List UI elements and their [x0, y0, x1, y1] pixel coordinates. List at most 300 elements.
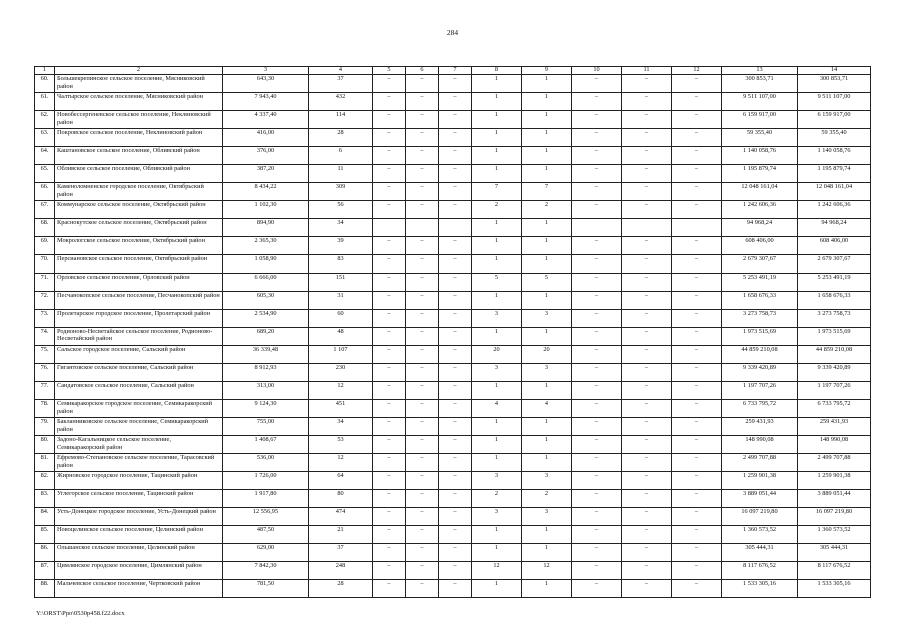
- table-row: [35, 237, 871, 255]
- table-row: [35, 111, 871, 129]
- table-cell: 300 853,71: [722, 75, 798, 93]
- table-cell: –: [672, 508, 722, 526]
- table-cell: 2: [472, 490, 522, 508]
- table-cell: 16 097 219,80: [798, 508, 871, 526]
- table-cell: 31: [309, 291, 373, 309]
- table-cell: 1: [522, 417, 572, 435]
- table-row: [35, 291, 871, 309]
- table-cell: 1 197 707,26: [798, 381, 871, 399]
- table-cell: 2: [522, 201, 572, 219]
- table-cell: 1: [472, 327, 522, 345]
- table-cell: –: [373, 453, 406, 471]
- table-cell: 1: [522, 219, 572, 237]
- table-cell: 12 556,95: [223, 508, 309, 526]
- table-cell: –: [439, 111, 472, 129]
- column-header-6: 6: [406, 67, 439, 75]
- table-cell: 148 990,08: [722, 435, 798, 453]
- table-cell: 1 360 573,52: [798, 526, 871, 544]
- column-header-12: 12: [672, 67, 722, 75]
- table-cell: Сандатовское сельское поселение, Сальский район: [55, 381, 223, 399]
- table-cell: 1: [522, 93, 572, 111]
- table-cell: 1 259 901,38: [798, 472, 871, 490]
- table-cell: Сальское городское поселение, Сальский район: [55, 345, 223, 363]
- table-cell: –: [373, 435, 406, 453]
- table-cell: 12: [522, 562, 572, 580]
- table-cell: –: [572, 201, 622, 219]
- table-cell: Жирновское городское поселение, Тацинский район: [55, 472, 223, 490]
- table-cell: 1: [472, 147, 522, 165]
- table-cell: 376,00: [223, 147, 309, 165]
- table-cell: 259 431,93: [722, 417, 798, 435]
- table-cell: –: [373, 490, 406, 508]
- table-cell: 781,50: [223, 580, 309, 598]
- table-cell: 432: [309, 93, 373, 111]
- table-cell: –: [439, 381, 472, 399]
- table-cell: –: [622, 273, 672, 291]
- table-cell: 1: [522, 526, 572, 544]
- table-cell: 16 097 219,80: [722, 508, 798, 526]
- table-cell: –: [622, 345, 672, 363]
- column-header-7: 7: [439, 67, 472, 75]
- table-cell: –: [439, 526, 472, 544]
- table-cell: 1 533 305,16: [798, 580, 871, 598]
- table-cell: 300 853,71: [798, 75, 871, 93]
- table-cell: –: [622, 183, 672, 201]
- table-header-row: [35, 67, 871, 75]
- table-cell: –: [622, 111, 672, 129]
- table-cell: 71.: [35, 273, 55, 291]
- table-cell: –: [622, 255, 672, 273]
- table-cell: –: [406, 183, 439, 201]
- table-cell: Семикаракорское городское поселение, Семикаракорский район: [55, 399, 223, 417]
- table-cell: 230: [309, 363, 373, 381]
- table-cell: Бакланниковское сельское поселение, Семикаракорский район: [55, 417, 223, 435]
- table-cell: –: [622, 453, 672, 471]
- table-row: [35, 165, 871, 183]
- table-cell: 1: [472, 417, 522, 435]
- table-cell: 5: [522, 273, 572, 291]
- table-cell: 68.: [35, 219, 55, 237]
- table-cell: 1 140 058,76: [722, 147, 798, 165]
- table-cell: 9 339 420,89: [798, 363, 871, 381]
- table-cell: –: [572, 490, 622, 508]
- table-cell: 44 859 210,08: [722, 345, 798, 363]
- table-cell: –: [572, 508, 622, 526]
- table-cell: 34: [309, 417, 373, 435]
- table-cell: –: [439, 129, 472, 147]
- table-cell: 1: [472, 544, 522, 562]
- table-cell: –: [373, 183, 406, 201]
- table-cell: –: [572, 309, 622, 327]
- table-cell: 86.: [35, 544, 55, 562]
- table-cell: Персиановское сельское поселение, Октябрьский район: [55, 255, 223, 273]
- table-cell: 3: [522, 508, 572, 526]
- table-cell: Ефремово-Степановское сельское поселение, Тарасовский район: [55, 453, 223, 471]
- table-cell: 3 889 051,44: [722, 490, 798, 508]
- table-cell: –: [406, 273, 439, 291]
- table-cell: –: [406, 165, 439, 183]
- table-cell: 74.: [35, 327, 55, 345]
- table-cell: –: [373, 255, 406, 273]
- table-row: [35, 255, 871, 273]
- table-cell: 8 117 676,52: [798, 562, 871, 580]
- column-header-4: 4: [309, 67, 373, 75]
- table-row: [35, 363, 871, 381]
- table-cell: Гигантовское сельское поселение, Сальский район: [55, 363, 223, 381]
- table-cell: –: [373, 201, 406, 219]
- table-cell: –: [622, 237, 672, 255]
- table-cell: 80.: [35, 435, 55, 453]
- table-cell: –: [622, 417, 672, 435]
- table-cell: 1: [522, 580, 572, 598]
- table-row: [35, 399, 871, 417]
- table-cell: 4: [472, 399, 522, 417]
- table-cell: Усть-Донецкое городское поселение, Усть-Донецкий район: [55, 508, 223, 526]
- table-cell: –: [672, 273, 722, 291]
- table-cell: 2 534,90: [223, 309, 309, 327]
- table-cell: –: [373, 111, 406, 129]
- table-cell: –: [406, 417, 439, 435]
- table-cell: –: [373, 381, 406, 399]
- table-cell: –: [373, 399, 406, 417]
- table-cell: 2 365,30: [223, 237, 309, 255]
- table-cell: 56: [309, 201, 373, 219]
- table-cell: 387,20: [223, 165, 309, 183]
- table-cell: 59 355,40: [798, 129, 871, 147]
- table-cell: –: [439, 544, 472, 562]
- table-cell: Новобессергеневское сельское поселение, Неклиновский район: [55, 111, 223, 129]
- table-cell: 1: [522, 435, 572, 453]
- table-cell: 1: [522, 381, 572, 399]
- table-cell: –: [406, 399, 439, 417]
- table-cell: 5: [472, 273, 522, 291]
- table-cell: –: [672, 255, 722, 273]
- table-cell: 3: [522, 472, 572, 490]
- table-cell: [373, 219, 406, 237]
- table-cell: –: [406, 309, 439, 327]
- table-cell: –: [672, 309, 722, 327]
- table-cell: 259 431,93: [798, 417, 871, 435]
- table-cell: –: [672, 93, 722, 111]
- table-cell: –: [622, 381, 672, 399]
- table-cell: –: [373, 472, 406, 490]
- table-cell: –: [406, 453, 439, 471]
- table-cell: –: [672, 237, 722, 255]
- table-row: [35, 183, 871, 201]
- table-cell: –: [572, 237, 622, 255]
- table-cell: –: [373, 417, 406, 435]
- table-cell: 1: [522, 237, 572, 255]
- table-cell: –: [373, 147, 406, 165]
- table-cell: –: [622, 147, 672, 165]
- table-cell: –: [439, 183, 472, 201]
- table-cell: –: [373, 544, 406, 562]
- table-cell: 8 117 676,52: [722, 562, 798, 580]
- table-cell: 2 679 307,67: [722, 255, 798, 273]
- table-cell: [572, 219, 622, 237]
- table-cell: Покровское сельское поселение, Неклиновский район: [55, 129, 223, 147]
- table-cell: –: [672, 399, 722, 417]
- table-cell: –: [406, 255, 439, 273]
- table-cell: 53: [309, 435, 373, 453]
- table-cell: 88.: [35, 580, 55, 598]
- table-row: [35, 508, 871, 526]
- table-cell: 1: [472, 93, 522, 111]
- table-cell: 1 360 573,52: [722, 526, 798, 544]
- table-row: [35, 580, 871, 598]
- table-cell: 85.: [35, 526, 55, 544]
- column-header-13: 13: [722, 67, 798, 75]
- table-cell: –: [406, 75, 439, 93]
- table-cell: 60: [309, 309, 373, 327]
- table-cell: Углегорское сельское поселение, Тацинский район: [55, 490, 223, 508]
- table-cell: –: [622, 309, 672, 327]
- table-row: [35, 273, 871, 291]
- table-cell: 5 253 491,19: [722, 273, 798, 291]
- table-cell: –: [373, 508, 406, 526]
- table-cell: 39: [309, 237, 373, 255]
- table-row: [35, 345, 871, 363]
- table-cell: Задоно-Кагальницкое сельское поселение, Семикаракорский район: [55, 435, 223, 453]
- table-cell: 1 058,90: [223, 255, 309, 273]
- table-cell: –: [439, 165, 472, 183]
- table-cell: 1: [472, 129, 522, 147]
- column-header-10: 10: [572, 67, 622, 75]
- table-cell: 69.: [35, 237, 55, 255]
- table-row: [35, 201, 871, 219]
- table-cell: 309: [309, 183, 373, 201]
- table-cell: 64.: [35, 147, 55, 165]
- table-cell: –: [622, 580, 672, 598]
- table-cell: 36 339,48: [223, 345, 309, 363]
- table-cell: –: [572, 255, 622, 273]
- table-cell: Цимлянское городское поселение, Цимлянский район: [55, 562, 223, 580]
- table-cell: 60.: [35, 75, 55, 93]
- table-cell: –: [572, 183, 622, 201]
- table-cell: 1: [522, 544, 572, 562]
- table-cell: 3: [522, 363, 572, 381]
- table-row: [35, 490, 871, 508]
- table-cell: 7: [472, 183, 522, 201]
- table-cell: 643,30: [223, 75, 309, 93]
- table-cell: 1 102,30: [223, 201, 309, 219]
- table-cell: –: [622, 93, 672, 111]
- table-cell: [406, 219, 439, 237]
- table-cell: –: [373, 562, 406, 580]
- table-cell: –: [672, 165, 722, 183]
- table-cell: –: [439, 562, 472, 580]
- table-cell: 12: [309, 381, 373, 399]
- table-cell: 9 339 420,89: [722, 363, 798, 381]
- table-cell: Большекрепинское сельское поселение, Мясниковский район: [55, 75, 223, 93]
- table-cell: 1: [522, 129, 572, 147]
- table-cell: 1: [472, 165, 522, 183]
- column-header-5: 5: [373, 67, 406, 75]
- table-cell: –: [406, 363, 439, 381]
- table-cell: –: [572, 111, 622, 129]
- table-cell: –: [622, 165, 672, 183]
- table-cell: 114: [309, 111, 373, 129]
- table-cell: –: [622, 526, 672, 544]
- table-cell: –: [622, 472, 672, 490]
- table-cell: 3: [472, 472, 522, 490]
- table-cell: 4 337,40: [223, 111, 309, 129]
- table-cell: 3: [522, 309, 572, 327]
- table-cell: Краснокутское сельское поселение, Октябрьский район: [55, 219, 223, 237]
- table-cell: 80: [309, 490, 373, 508]
- table-cell: 1: [472, 111, 522, 129]
- table-cell: –: [572, 75, 622, 93]
- table-cell: 3 889 051,44: [798, 490, 871, 508]
- table-cell: [622, 219, 672, 237]
- table-cell: 3 273 758,73: [798, 309, 871, 327]
- table-cell: 313,00: [223, 381, 309, 399]
- table-cell: 536,00: [223, 453, 309, 471]
- table-cell: Ольшанское сельское поселение, Целинский район: [55, 544, 223, 562]
- table-cell: –: [672, 453, 722, 471]
- table-cell: 64: [309, 472, 373, 490]
- table-cell: –: [406, 472, 439, 490]
- table-cell: –: [406, 381, 439, 399]
- table-cell: 1 973 515,69: [722, 327, 798, 345]
- table-cell: –: [373, 93, 406, 111]
- table-row: [35, 453, 871, 471]
- table-cell: 1: [472, 255, 522, 273]
- table-cell: –: [572, 526, 622, 544]
- table-cell: Родионово-Несветайское сельское поселение, Родионово-Несветайский район: [55, 327, 223, 345]
- footer-file-path: Y:\ORST\Ppo\0530p458.f22.docx: [36, 610, 125, 617]
- table-cell: 6 733 795,72: [722, 399, 798, 417]
- table-cell: –: [439, 255, 472, 273]
- table-cell: –: [572, 291, 622, 309]
- table-cell: 1 533 305,16: [722, 580, 798, 598]
- table-cell: –: [373, 526, 406, 544]
- table-cell: –: [373, 165, 406, 183]
- table-row: [35, 309, 871, 327]
- table-cell: Мокрологское сельское поселение, Октябрьский район: [55, 237, 223, 255]
- table-cell: –: [406, 345, 439, 363]
- table-cell: 20: [522, 345, 572, 363]
- table-cell: –: [572, 399, 622, 417]
- table-cell: –: [439, 93, 472, 111]
- table-cell: 1 917,80: [223, 490, 309, 508]
- table-cell: 62.: [35, 111, 55, 129]
- table-cell: –: [572, 562, 622, 580]
- table-row: [35, 219, 871, 237]
- table-cell: 1: [472, 381, 522, 399]
- table-cell: –: [572, 363, 622, 381]
- table-cell: –: [439, 327, 472, 345]
- table-cell: –: [406, 490, 439, 508]
- table-cell: 1: [522, 255, 572, 273]
- table-row: [35, 129, 871, 147]
- table-cell: –: [572, 129, 622, 147]
- table-cell: –: [373, 291, 406, 309]
- table-cell: –: [672, 381, 722, 399]
- table-cell: 9 124,30: [223, 399, 309, 417]
- table-cell: 34: [309, 219, 373, 237]
- table-cell: –: [439, 435, 472, 453]
- table-cell: 83: [309, 255, 373, 273]
- table-cell: 1: [472, 580, 522, 598]
- table-cell: 1 242 606,36: [798, 201, 871, 219]
- table-cell: 87.: [35, 562, 55, 580]
- table-cell: –: [672, 417, 722, 435]
- table-cell: 608 406,00: [798, 237, 871, 255]
- table-cell: 1 107: [309, 345, 373, 363]
- table-cell: –: [439, 75, 472, 93]
- table-cell: 82.: [35, 472, 55, 490]
- table-cell: –: [572, 345, 622, 363]
- table-cell: 84.: [35, 508, 55, 526]
- table-cell: 3 273 758,73: [722, 309, 798, 327]
- table-cell: 487,50: [223, 526, 309, 544]
- table-cell: 608 406,00: [722, 237, 798, 255]
- table-cell: –: [572, 165, 622, 183]
- table-row: [35, 562, 871, 580]
- table-cell: 151: [309, 273, 373, 291]
- table-cell: 6 159 917,00: [798, 111, 871, 129]
- table-cell: –: [672, 435, 722, 453]
- table-cell: 3: [472, 363, 522, 381]
- table-cell: –: [672, 129, 722, 147]
- table-cell: 44 859 210,08: [798, 345, 871, 363]
- table-cell: 59 355,40: [722, 129, 798, 147]
- table-row: [35, 381, 871, 399]
- table-cell: 1 195 879,74: [722, 165, 798, 183]
- column-header-2: 2: [55, 67, 223, 75]
- table-cell: 9 511 107,00: [722, 93, 798, 111]
- table-cell: –: [373, 327, 406, 345]
- table-row: [35, 435, 871, 453]
- table-cell: 8 434,22: [223, 183, 309, 201]
- table-cell: –: [439, 399, 472, 417]
- table-cell: [439, 219, 472, 237]
- table-cell: 755,00: [223, 417, 309, 435]
- table-cell: –: [672, 75, 722, 93]
- table-cell: 1 726,00: [223, 472, 309, 490]
- table-cell: –: [572, 93, 622, 111]
- table-cell: –: [439, 345, 472, 363]
- table-cell: –: [406, 201, 439, 219]
- table-cell: Каменоломненское городское поселение, Октябрьский район: [55, 183, 223, 201]
- table-cell: 1: [522, 111, 572, 129]
- table-cell: 48: [309, 327, 373, 345]
- table-cell: Новоцелинское сельское поселение, Целинский район: [55, 526, 223, 544]
- table-cell: 6 666,00: [223, 273, 309, 291]
- table-cell: 70.: [35, 255, 55, 273]
- column-header-3: 3: [223, 67, 309, 75]
- table-cell: 451: [309, 399, 373, 417]
- table-cell: 1: [522, 291, 572, 309]
- table-cell: –: [439, 273, 472, 291]
- table-cell: –: [406, 291, 439, 309]
- table-cell: –: [672, 111, 722, 129]
- table-cell: –: [373, 363, 406, 381]
- table-cell: –: [572, 435, 622, 453]
- table-cell: –: [406, 147, 439, 165]
- column-header-14: 14: [798, 67, 871, 75]
- table-cell: Обливское сельское поселение, Обливский район: [55, 165, 223, 183]
- table-cell: 3: [472, 508, 522, 526]
- table-cell: 7 943,40: [223, 93, 309, 111]
- table-cell: 5 253 491,19: [798, 273, 871, 291]
- table-row: [35, 526, 871, 544]
- table-cell: –: [672, 183, 722, 201]
- table-row: [35, 93, 871, 111]
- table-cell: 2: [472, 201, 522, 219]
- table-cell: –: [572, 327, 622, 345]
